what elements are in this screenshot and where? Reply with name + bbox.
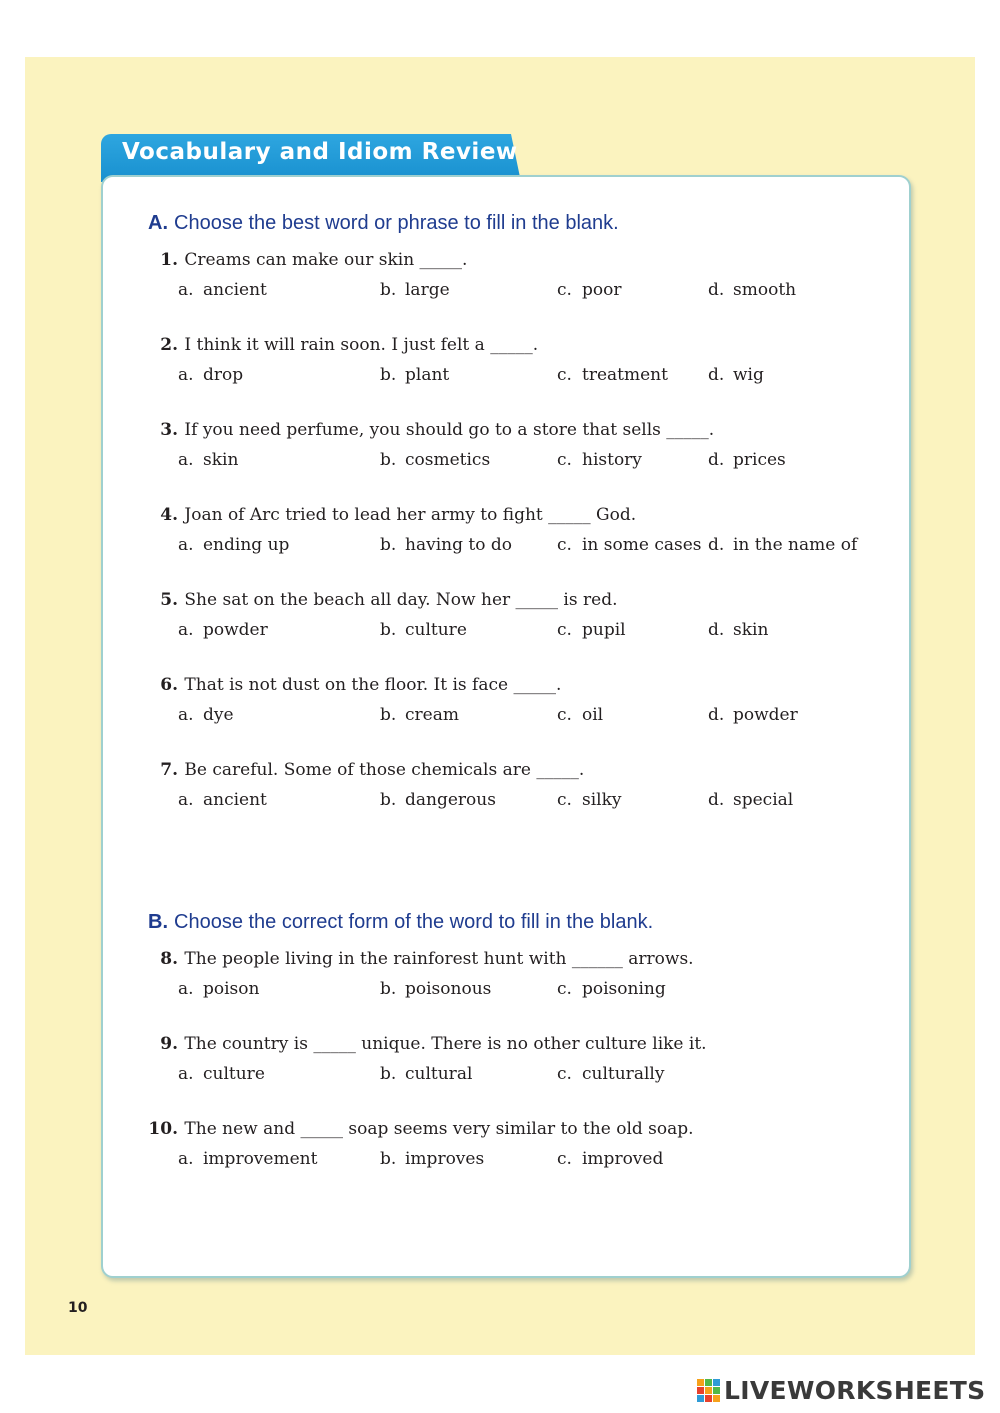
question-number: 3. <box>160 420 178 440</box>
question-number: 10. <box>148 1119 178 1139</box>
question-text: She sat on the beach all day. Now her _____ is red. <box>184 590 618 610</box>
question-6 <box>130 675 890 735</box>
option-b[interactable]: b. large <box>380 280 450 300</box>
option-d[interactable]: d. in the name of <box>708 535 858 555</box>
question-number: 9. <box>160 1034 178 1054</box>
option-a[interactable]: a. drop <box>178 365 244 385</box>
liveworksheets-logo-icon <box>697 1379 721 1405</box>
question-text: Creams can make our skin _____. <box>184 250 468 270</box>
question-number: 2. <box>160 335 178 355</box>
option-a[interactable]: a. poison <box>178 979 260 999</box>
brand-text: LIVEWORKSHEETS <box>724 1376 986 1405</box>
question-1 <box>130 250 890 310</box>
option-a[interactable]: a. ending up <box>178 535 290 555</box>
part-a-instruction <box>148 212 619 235</box>
question-7 <box>130 760 890 820</box>
option-a[interactable]: a. ancient <box>178 790 267 810</box>
option-c[interactable]: c. pupil <box>557 620 626 640</box>
option-a[interactable]: a. powder <box>178 620 268 640</box>
question-2 <box>130 335 890 395</box>
option-d[interactable]: d. wig <box>708 365 764 385</box>
part-a-letter: A. <box>148 212 168 234</box>
option-b[interactable]: b. culture <box>380 620 467 640</box>
option-c[interactable]: c. in some cases <box>557 535 702 555</box>
option-d[interactable]: d. prices <box>708 450 786 470</box>
option-c[interactable]: c. improved <box>557 1149 664 1169</box>
option-d[interactable]: d. powder <box>708 705 798 725</box>
option-c[interactable]: c. history <box>557 450 642 470</box>
question-number: 1. <box>160 250 178 270</box>
option-c[interactable]: c. poor <box>557 280 622 300</box>
option-c[interactable]: c. silky <box>557 790 622 810</box>
question-number: 6. <box>160 675 178 695</box>
question-text: I think it will rain soon. I just felt a _____. <box>184 335 539 355</box>
option-a[interactable]: a. culture <box>178 1064 265 1084</box>
question-number: 7. <box>160 760 178 780</box>
question-number: 4. <box>160 505 178 525</box>
option-a[interactable]: a. dye <box>178 705 234 725</box>
option-d[interactable]: d. skin <box>708 620 769 640</box>
question-number: 5. <box>160 590 178 610</box>
question-10 <box>130 1119 890 1179</box>
option-b[interactable]: b. dangerous <box>380 790 496 810</box>
option-a[interactable]: a. skin <box>178 450 239 470</box>
question-text: The new and _____ soap seems very similar to the old soap. <box>184 1119 694 1139</box>
option-b[interactable]: b. cream <box>380 705 459 725</box>
question-text: The country is _____ unique. There is no other culture like it. <box>184 1034 707 1054</box>
question-4 <box>130 505 890 565</box>
part-a-instruction-text: Choose the best word or phrase to fill in the blank. <box>174 212 619 234</box>
question-text: The people living in the rainforest hunt with ______ arrows. <box>184 949 694 969</box>
part-b-instruction-text: Choose the correct form of the word to fill in the blank. <box>174 911 654 933</box>
question-text: Joan of Arc tried to lead her army to fight _____ God. <box>184 505 637 525</box>
section-title: Vocabulary and Idiom Review <box>122 139 518 165</box>
option-d[interactable]: d. smooth <box>708 280 797 300</box>
option-b[interactable]: b. cultural <box>380 1064 473 1084</box>
question-5 <box>130 590 890 650</box>
question-text: Be careful. Some of those chemicals are _____. <box>184 760 585 780</box>
part-b-instruction <box>148 911 653 934</box>
part-b-letter: B. <box>148 911 168 933</box>
option-d[interactable]: d. special <box>708 790 794 810</box>
option-c[interactable]: c. poisoning <box>557 979 666 999</box>
option-b[interactable]: b. having to do <box>380 535 512 555</box>
question-text: If you need perfume, you should go to a store that sells _____. <box>184 420 715 440</box>
page-number: 10 <box>68 1300 88 1316</box>
option-a[interactable]: a. improvement <box>178 1149 318 1169</box>
question-3 <box>130 420 890 480</box>
option-b[interactable]: b. poisonous <box>380 979 492 999</box>
question-number: 8. <box>160 949 178 969</box>
option-a[interactable]: a. ancient <box>178 280 267 300</box>
option-b[interactable]: b. improves <box>380 1149 485 1169</box>
question-text: That is not dust on the floor. It is face _____. <box>184 675 562 695</box>
option-b[interactable]: b. plant <box>380 365 450 385</box>
option-c[interactable]: c. treatment <box>557 365 668 385</box>
question-8 <box>130 949 890 1009</box>
option-c[interactable]: c. oil <box>557 705 604 725</box>
option-b[interactable]: b. cosmetics <box>380 450 491 470</box>
question-9 <box>130 1034 890 1094</box>
option-c[interactable]: c. culturally <box>557 1064 665 1084</box>
